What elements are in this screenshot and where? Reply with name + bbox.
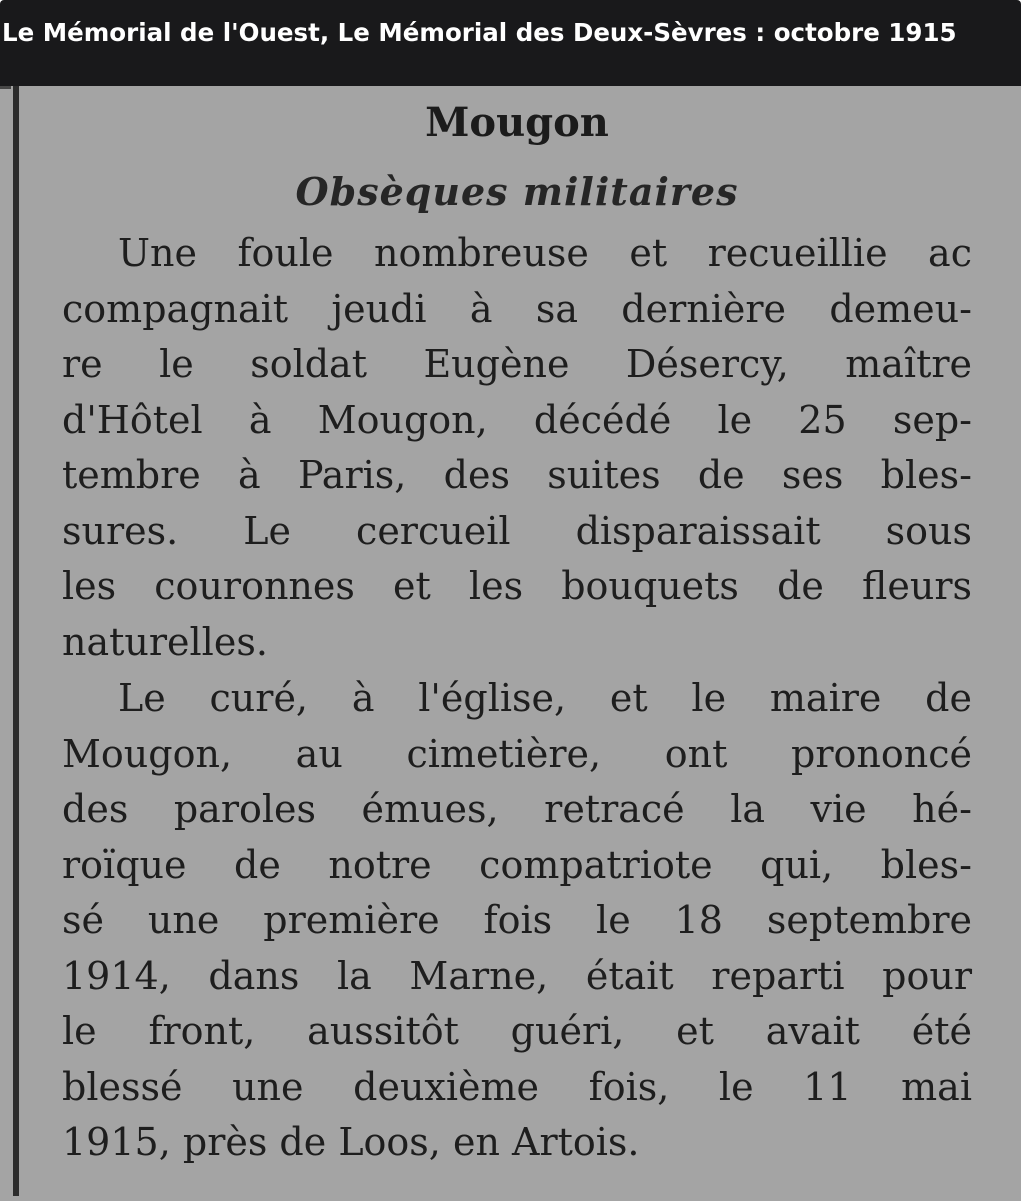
text-line: d'Hôtel à Mougon, décédé le 25 sep- bbox=[62, 397, 972, 442]
text-line: 1915, près de Loos, en Artois. bbox=[62, 1120, 640, 1164]
text-line: Le curé, à l'église, et le maire de bbox=[118, 676, 972, 720]
caption-bar bbox=[0, 0, 1021, 86]
text-line: naturelles. bbox=[62, 619, 268, 664]
article-title: Mougon bbox=[425, 99, 609, 146]
text-line: sures. Le cercueil disparaissait sous bbox=[62, 508, 972, 553]
article-paragraph-2 bbox=[62, 671, 972, 1171]
text-line: sé une première fois le 18 septembre bbox=[62, 898, 972, 942]
text-line: des paroles émues, retracé la vie hé- bbox=[62, 787, 972, 831]
article-paragraph-1 bbox=[62, 226, 972, 670]
text-line: compagnait jeudi à sa dernière demeu- bbox=[62, 286, 972, 331]
column-rule bbox=[13, 86, 19, 1196]
text-line: Une foule nombreuse et recueillie ac bbox=[118, 231, 972, 275]
text-line: roïque de notre compatriote qui, bles- bbox=[62, 842, 972, 887]
text-line: les couronnes et les bouquets de fleurs bbox=[62, 564, 972, 608]
text-line: Mougon, au cimetière, ont prononcé bbox=[62, 731, 972, 776]
text-line: tembre à Paris, des suites de ses bles- bbox=[62, 453, 972, 497]
text-line: re le soldat Eugène Désercy, maître bbox=[62, 342, 972, 386]
article-subtitle: Obsèques militaires bbox=[295, 169, 739, 214]
text-line: 1914, dans la Marne, était reparti pour bbox=[62, 953, 972, 998]
margin-tick-mark bbox=[0, 86, 11, 89]
text-line: blessé une deuxième fois, le 11 mai bbox=[62, 1064, 972, 1109]
newspaper-scan bbox=[0, 86, 1021, 1201]
caption-title: Le Mémorial de l'Ouest, Le Mémorial des Deux-Sèvres : octobre 1915 bbox=[2, 17, 957, 47]
text-line: le front, aussitôt guéri, et avait été bbox=[62, 1009, 972, 1053]
